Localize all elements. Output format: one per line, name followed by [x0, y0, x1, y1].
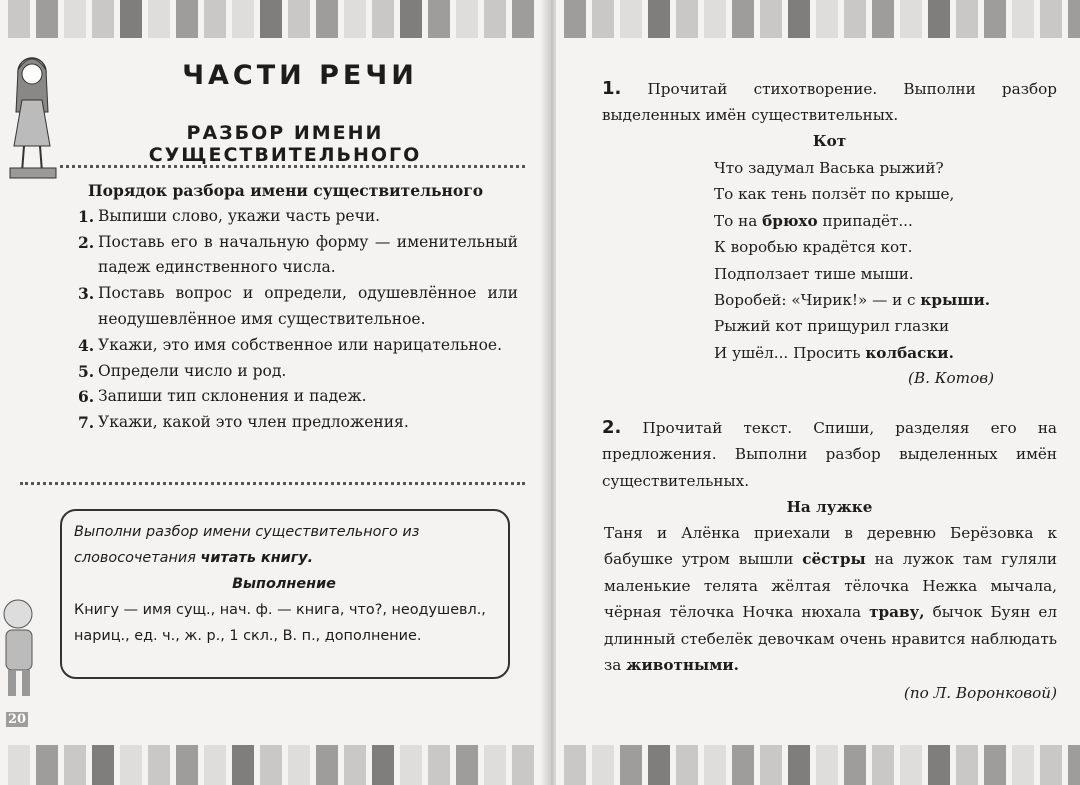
task1-instruction: 1. Прочитай стихотворение. Выполни разбор выделенных имён существительных.: [602, 78, 1057, 125]
poem-title: Кот: [812, 132, 847, 150]
step-item: 4. Укажи, это имя собственное или нарицательное.: [78, 335, 503, 355]
page-number: 20: [8, 712, 27, 727]
step-item: 5. Определи число и род.: [78, 361, 287, 381]
task2-instruction: 2. Прочитай текст. Спиши, разделяя его на предложения. Выполни разбор выделенных имён существительных.: [602, 417, 1057, 490]
poem-author: (В. Котов): [908, 369, 994, 387]
text-title: На лужке: [786, 498, 873, 516]
steps-list: [78, 204, 518, 436]
top-stripe-decoration: [556, 0, 1080, 38]
step-item: 2. Поставь его в начальную форму — именительный падеж единственного числа.: [78, 232, 518, 277]
analysis-order-section: [78, 178, 518, 436]
step-item: 7. Укажи, какой это член предложения.: [78, 413, 409, 433]
solution-heading: Выполнение: [232, 576, 336, 592]
bottom-stripe-decoration: [556, 745, 1080, 785]
example-box: [60, 509, 510, 679]
task2-number: 2.: [602, 417, 622, 438]
text-author: (по Л. Воронковой): [903, 684, 1057, 702]
task2-paragraph: Таня и Алёнка приехали в деревню Берёзовка к бабушке утром вышли сёстры на лужок там гуляли маленькие телята жёлтая тёлочка Нежка мычала, чёрная тёлочка Ночка нюхала траву, бычок Буян ел длинный стебелёк девочкам очень нравится наблюдать за животными.: [604, 524, 1058, 675]
poem-line: Подползает тише мыши.: [714, 264, 914, 283]
step-item: 1. Выпиши слово, укажи часть речи.: [78, 206, 381, 226]
dotted-divider-bottom: [20, 482, 525, 485]
poem-line: То как тень ползёт по крыше,: [714, 185, 955, 204]
bottom-stripe-decoration: [0, 745, 548, 785]
poem-line: Что задумал Васька рыжий?: [714, 159, 944, 177]
dotted-divider-top: [60, 165, 525, 168]
step-item: 6. Запиши тип склонения и падеж.: [78, 387, 367, 407]
poem-line: И ушёл... Просить колбаски.: [714, 343, 954, 362]
page-title: ЧАСТИ РЕЧИ: [182, 60, 418, 91]
solution-text: Книгу — имя сущ., нач. ф. — книга, что?, неодушевл., нариц., ед. ч., ж. р., 1 скл., В. п., дополнение.: [74, 602, 486, 644]
top-stripe-decoration: [0, 0, 548, 38]
step-item: 3. Поставь вопрос и определи, одушевлённое или неодушевлённое имя существительное.: [78, 284, 518, 328]
poem-line: Воробей: «Чирик!» — и с крыши.: [714, 291, 991, 310]
poem-line: То на брюхо припадёт...: [714, 211, 913, 230]
poem: [714, 155, 1054, 366]
poem-line: Рыжий кот прищурил глазки: [714, 317, 950, 336]
example-task: Выполни разбор имени существительного из словосочетания читать книгу.: [74, 524, 420, 566]
order-heading: Порядок разбора имени существительного: [88, 181, 484, 200]
child-illustration-icon: [0, 590, 38, 700]
page-subtitle: РАЗБОР ИМЕНИ СУЩЕСТВИТЕЛЬНОГО: [148, 122, 422, 166]
poem-line: К воробью крадётся кот.: [714, 238, 913, 257]
task1-number: 1.: [602, 78, 622, 99]
